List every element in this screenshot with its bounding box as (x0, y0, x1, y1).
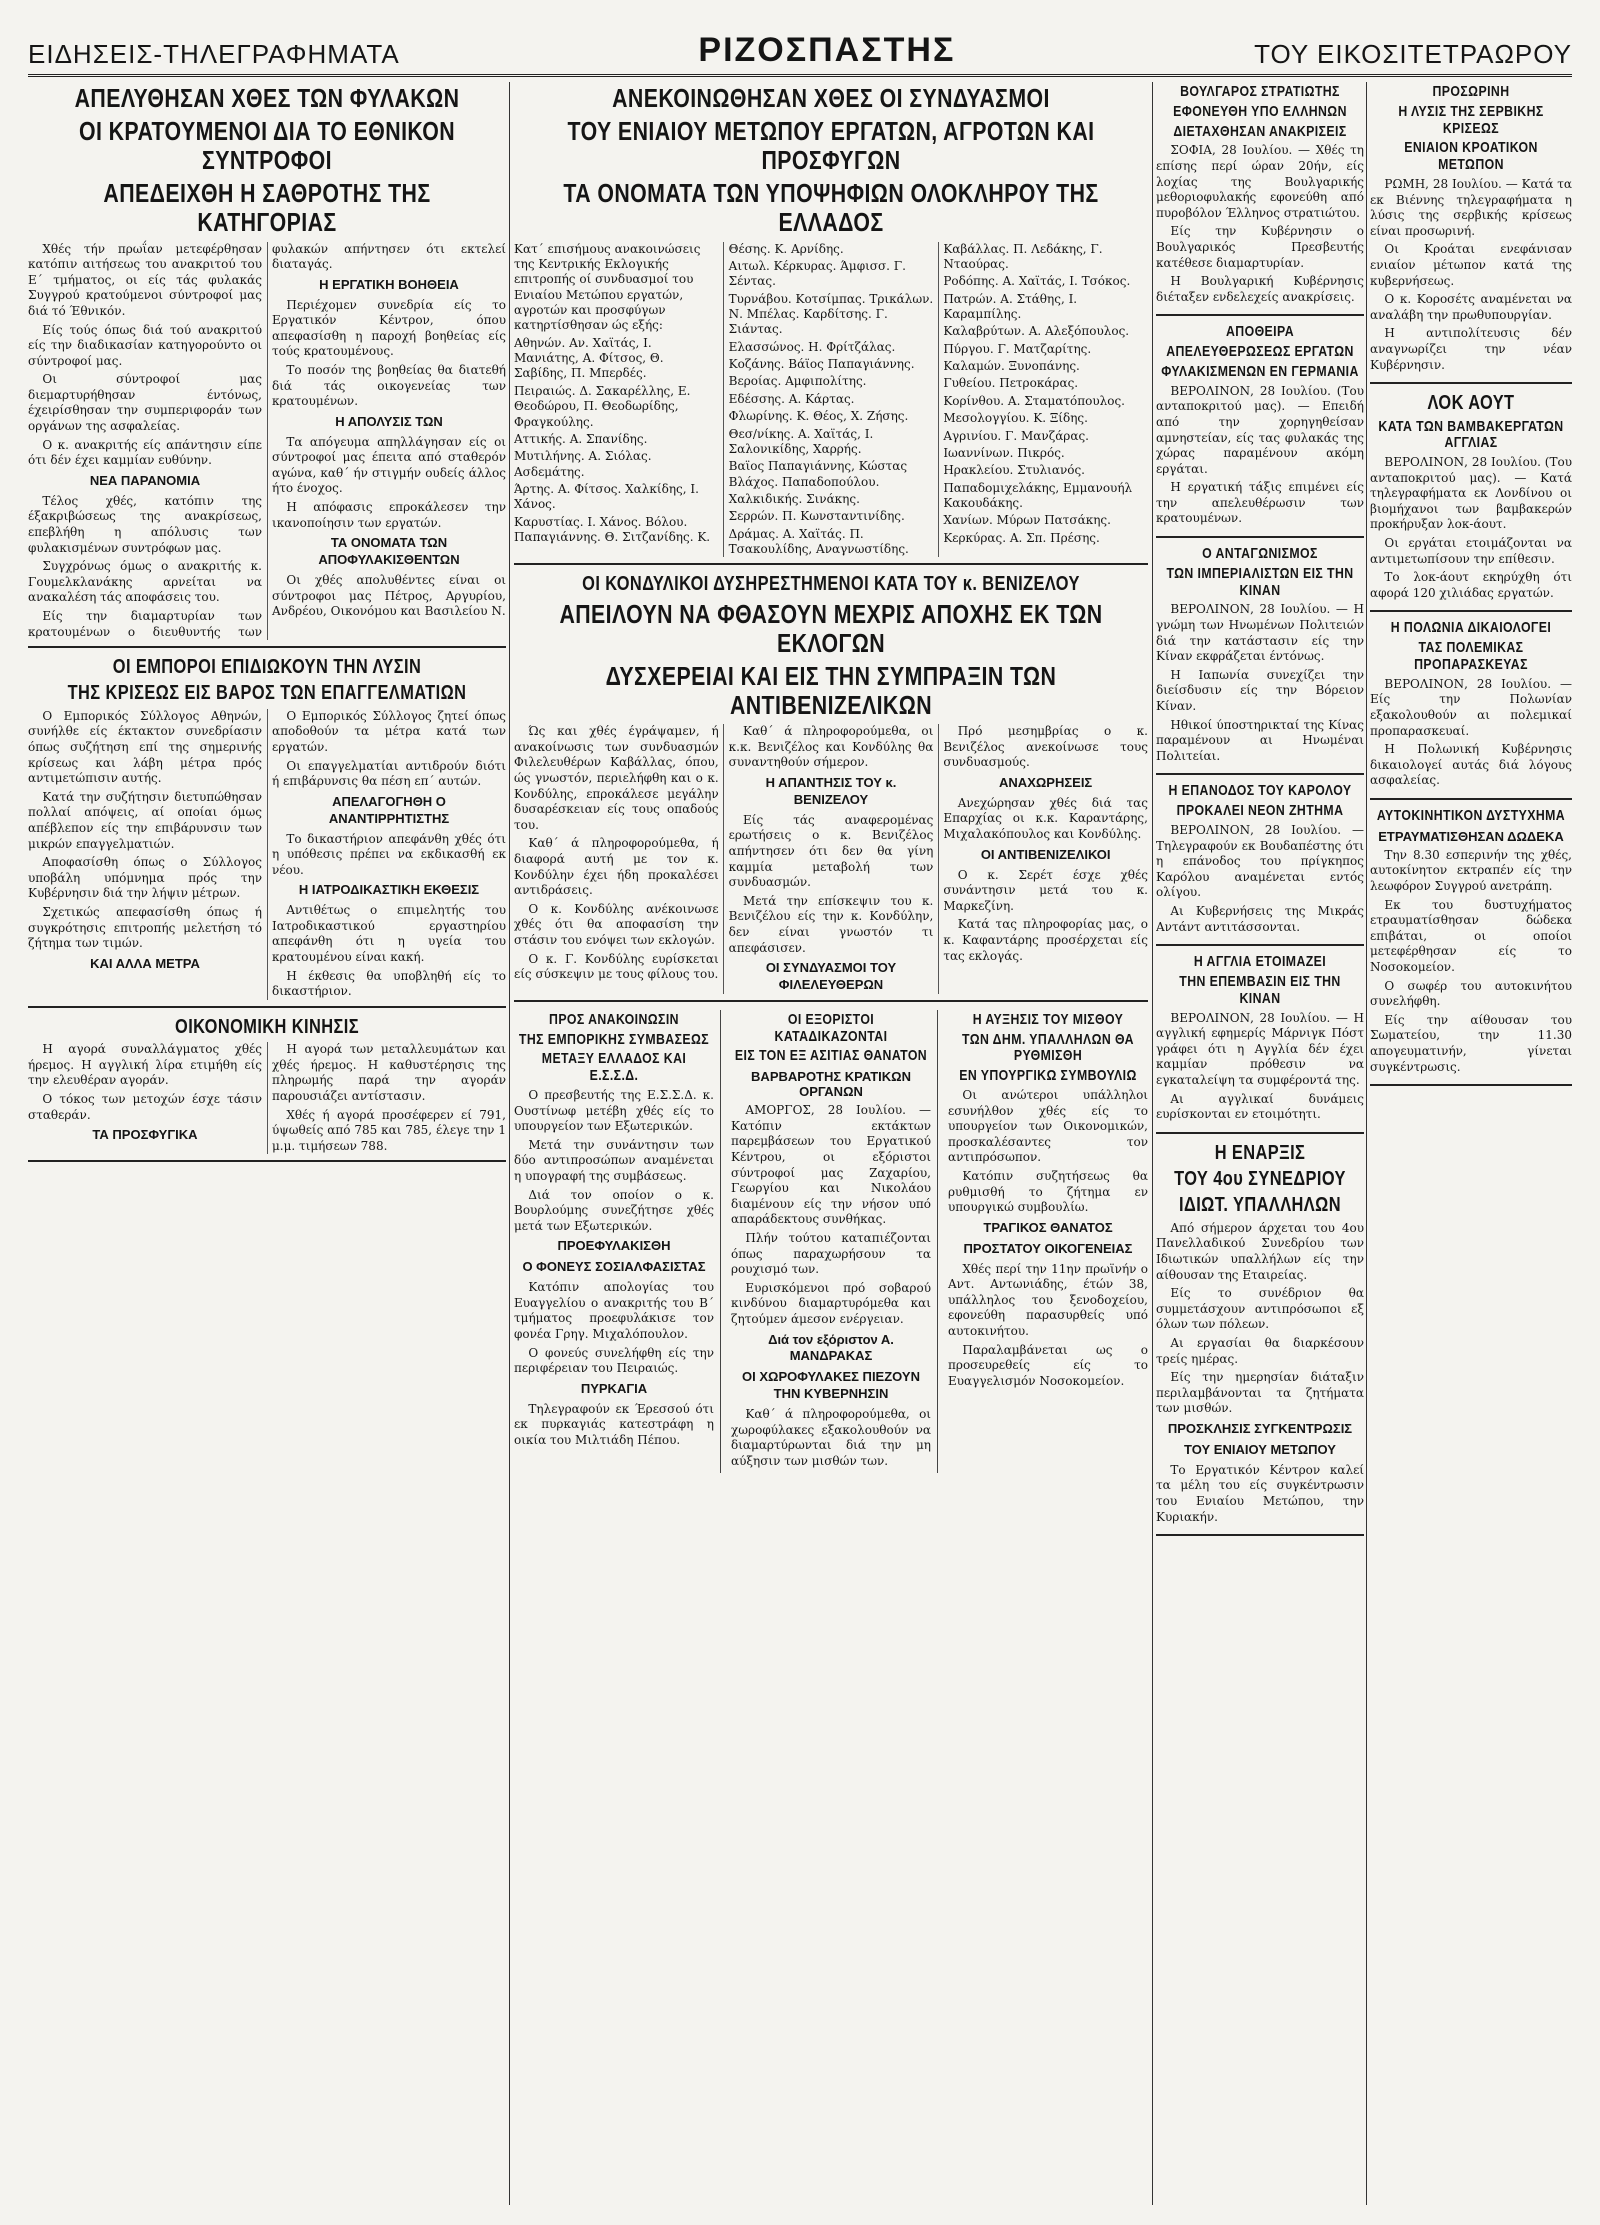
article-exiles (731, 1010, 938, 1473)
paragraph: Η Πολωνική Κυβέρνησις δικαιολογεί αυτάς διά λόγους ασφαλείας. (1370, 742, 1572, 788)
section-label: ΕΙΔΗΣΕΙΣ-ΤΗΛΕΓΡΑΦΗΜΑΤΑ (28, 39, 400, 69)
article-releases (28, 84, 506, 648)
paragraph: Καθ΄ ά πληροφορούμεθα, ή διαφορά αυτή με τον κ. Κονδύλην έχει ήδη προκαλέσει αντιδράσεις. (514, 836, 719, 898)
headline: Η ΕΠΑΝΟΔΟΣ ΤΟΥ ΚΑΡΟΛΟΥ (1168, 782, 1352, 800)
list-item: Γυθείου. Πετροκάρας. (943, 376, 1079, 391)
article-merchants (28, 656, 506, 1008)
headline: ΤΗΝ ΕΠΕΜΒΑΣΙΝ ΕΙΣ ΤΗΝ ΚΙΝΑΝ (1179, 972, 1341, 1007)
article-body (731, 1103, 931, 1469)
paragraph: Το λοκ-άουτ εκηρύχθη ότι αφορά 120 χιλιάδας εργατών. (1370, 570, 1572, 600)
article-body (1370, 677, 1572, 789)
paragraph: ΒΕΡΟΛΙΝΟΝ, 28 Ιουλίου. (Του ανταποκριτού μας). — Επειδή από την χορηγηθείσαν αμνηστείαν, είς τας φυλακάς της χώρας παραμένουν ακόμη εργάται. (1156, 383, 1364, 476)
article-body (1156, 823, 1364, 935)
paragraph: ΒΕΡΟΛΙΝΟΝ, 28 Ιουλίου. — Είς την Πολωνίαν εξακολουθούν αι πολεμικαί προπαρασκευαί. (1370, 676, 1572, 738)
article-body (1156, 384, 1364, 527)
article-car-accident (1370, 808, 1572, 1086)
article-body (1156, 1011, 1364, 1123)
list-item: Ροδόπης. Α. Χαϊτάς, Ι. Τσόκος. (943, 274, 1131, 289)
paragraph: Καθ΄ ά πληροφορούμεθα, οι χωροφύλακες εξακολουθούν να διαμαρτύρωνται διά την μη αύξησιν των μισθών των. (731, 1407, 931, 1468)
headline: ΤΩΝ ΔΗΜ. ΥΠΑΛΛΗΛΩΝ ΘΑ ΡΥΘΜΙΣΘΗ (962, 1030, 1134, 1065)
paragraph: Είς την Κυβέρνησιν ο Βουλγαρικός Πρεσβευτής κατέθεσε διαμαρτυρίαν. (1156, 224, 1364, 270)
paragraph: Πλήν τούτου καταπιέζονται όπως παραχωρήσουν τα ρουχισμό των. (731, 1231, 931, 1277)
paragraph: Ώς και χθές έγράψαμεν, ή ανακοίνωσις των συνδυασμών Φιλελευθέρων Καβάλλας, όπου, ώς γνωστόν, περιελήφθη και ο κ. Κονδύλης, επροκάλεσε μεγάλην δυσαρέσκειαν είς τους οπαδούς του. (514, 724, 719, 832)
article-trade-agreement (514, 1010, 721, 1473)
column-1 (28, 82, 506, 2205)
list-item: Εδέσσης. Α. Κάρτας. (728, 391, 855, 406)
headline: ΟΙ ΕΜΠΟΡΟΙ ΕΠΙΔΙΩΚΟΥΝ ΤΗΝ ΛΥΣΙΝ (112, 656, 422, 679)
paragraph: Από σήμερον άρχεται του 4ου Πανελλαδικού Συνεδρίου των Ιδιωτικών υπαλλήλων είς την αίθουσαν της Εταιρείας. (1156, 1220, 1364, 1282)
headline: ΑΠΕΛΥΘΗΣΑΝ ΧΘΕΣ ΤΩΝ ΦΥΛΑΚΩΝ (74, 83, 460, 113)
list-item: Μυτιλήνης. Α. Σιόλας. Ασδεμάτης. (514, 449, 652, 479)
paragraph: Ευρισκόμενοι πρό σοβαρού κινδύνου διαμαρτυρόμεθα και ζητούμεν άμεσον ενέργειαν. (731, 1280, 931, 1326)
headline: ΑΠΕΛΕΥΘΕΡΩΣΕΩΣ ΕΡΓΑΤΩΝ (1166, 343, 1354, 361)
paragraph: ΣΟΦΙΑ, 28 Ιουλίου. — Χθές τη επίσης περί ώραν 20ήν, είς λοχίας της Βουλγαρικής μεθοριοφυλακής εφονεύθη από πυροβόλον Έλληνος στρατιώτου. (1156, 143, 1364, 220)
paragraph: Μετά την συνάντησιν των δύο αντιπροσώπων αναμένεται η υπογραφή της συμβάσεως. (514, 1137, 714, 1184)
list-item: Μεσολογγίου. Κ. Ξίδης. (943, 411, 1088, 426)
subheading: ΑΠΕΛΑΓΟΓΗΘΗ Ο ΑΝΑΝΤΙΡΡΗΤΙΣΤΗΣ (328, 793, 450, 826)
paragraph: Ο κ. ανακριτής είς απάντησιν είπε ότι δέν έχει καμμίαν ευθύνην. (28, 437, 262, 468)
paragraph: Η απόφασις επροκάλεσεν την ικανοποίησιν των εργατών. (272, 500, 506, 530)
article-germany-workers (1156, 324, 1364, 538)
article-congress (1156, 1142, 1364, 1536)
list-item: Τυρνάβου. Κοτσίμπας. Τρικάλων. Ν. Μπέλας. Καρδίτσης. Γ. Σιάντας. (728, 291, 934, 337)
subheading: ΑΝΑΧΩΡΗΣΕΙΣ (999, 774, 1093, 790)
paragraph: Η αγορά συναλλάγματος χθές ήρεμος. Η αγγλική λίρα ετιμήθη είς την ελευθέραν αγοράν. (28, 1042, 262, 1088)
paragraph: Είς τούς όπως διά τού ανακριτού είς την διαδικασίαν κατηγορούντο οι σύντροφοί μας. (28, 322, 262, 368)
headline: ΤΗΣ ΕΜΠΟΡΙΚΗΣ ΣΥΜΒΑΣΕΩΣ (518, 1030, 710, 1048)
column-rule (1152, 82, 1153, 2205)
paragraph: Ο κ. Γ. Κονδύλης ευρίσκεται είς σύσκεψιν με τους φίλους του. (514, 951, 719, 982)
paragraph: Το ποσόν της βοηθείας θα διατεθή διά τάς οικογενείας των κρατουμένων. (272, 363, 506, 409)
newspaper-title: ΡΙΖΟΣΠΑΣΤΗΣ (698, 31, 956, 69)
masthead (28, 30, 1572, 77)
article-bulgarian-soldier (1156, 84, 1364, 316)
paragraph: Η Ιαπωνία συνεχίζει την διείσδυσιν είς την Βόρειον Κίναν. (1156, 667, 1364, 714)
headline: ΦΥΛΑΚΙΣΜΕΝΩΝ ΕΝ ΓΕΡΜΑΝΙΑ (1161, 362, 1359, 380)
article-body (28, 1042, 506, 1154)
headline: ΑΠΟΘΕΙΡΑ (1226, 323, 1294, 341)
paragraph: Κατά την συζήτησιν διετυπώθησαν πολλαί απόψεις, αί οποίαι όμως απέβλεπον είς την επιβάρυνσιν των μικρών επαγγελματιών. (28, 789, 262, 851)
paragraph: Κατόπιν συζητήσεως θα ρυθμισθή το ζήτημα εν υπουργικώ συμβουλίω. (948, 1169, 1148, 1215)
paragraph: ΒΕΡΟΛΙΝΟΝ, 28 Ιουλίου. (Του ανταποκριτού μας). — Κατά τηλεγραφήματα εκ Λονδίνου οι βιομήχανοι των βαμβακερών προκήρυξαν λοκ-άουτ. (1370, 455, 1572, 532)
paragraph: Ηθικοί ύποστηρικταί της Κίνας παραμένουν αι Ηνωμέναι Πολιτείαι. (1156, 717, 1364, 763)
column-2 (514, 82, 1148, 2205)
headline: ΠΡΟΣ ΑΝΑΚΟΙΝΩΣΙΝ (549, 1010, 679, 1028)
paragraph: Σχετικώς απεφασίσθη όπως ή συγκρότησις επιτροπής μελετήση τό ζήτημα των τιμών. (28, 905, 262, 951)
paragraph: Είς την αίθουσαν του Σωματείου, την 11.30 απογευματινήν, γίνεται συγκέντρωσις. (1370, 1012, 1572, 1074)
article-candidates (514, 84, 1148, 565)
headline: ΤΑ ΟΝΟΜΑΤΑ ΤΩΝ ΥΠΟΨΗΦΙΩΝ ΟΛΟΚΛΗΡΟΥ ΤΗΣ ΕΛΛΑΔΟΣ (563, 178, 1099, 238)
list-item: Κατ΄ επισήμους ανακοινώσεις της Κεντρικής Εκλογικής επιτροπής οί συνδυασμοί του Ενιαίου Μετώπου εργατών, αγροτών και προσφύγων κατηρτίσθησαν ώς εξής: (514, 241, 701, 333)
subheading: ΠΡΟΣΤΑΤΟΥ ΟΙΚΟΓΕΝΕΙΑΣ (963, 1240, 1133, 1256)
headline: ΤΗΣ ΚΡΙΣΕΩΣ ΕΙΣ ΒΑΡΟΣ ΤΩΝ ΕΠΑΓΓΕΛΜΑΤΙΩΝ (67, 682, 467, 705)
headline: ΑΠΕΙΛΟΥΝ ΝΑ ΦΘΑΣΟΥΝ ΜΕΧΡΙΣ ΑΠΟΧΗΣ ΕΚ ΤΩΝ ΕΚΛΟΓΩΝ (559, 598, 1103, 658)
paragraph: Ο σωφέρ του αυτοκινήτου συνελήφθη. (1370, 978, 1572, 1009)
paragraph: Οι χθές απολυθέντες είναι οι σύντροφοι μας Πέτρος, Αργυρίου, Ανδρέου, Οικονόμου και Βασιλείου Ν. (272, 573, 506, 619)
article-body (28, 709, 506, 1000)
headline: ΔΥΣΧΕΡΕΙΑΙ ΚΑΙ ΕΙΣ ΤΗΝ ΣΥΜΠΡΑΞΙΝ ΤΩΝ ΑΝΤΙΒΕΝΙΖΕΛΙΚΩΝ (605, 660, 1057, 721)
article-kondylikoi (514, 573, 1148, 1002)
article-body (514, 1088, 714, 1448)
article-economy (28, 1016, 506, 1163)
list-item: Αγρινίου. Γ. Μανζάρας. (943, 428, 1089, 443)
list-item: Καλαμών. Ξυνοπάνης. (943, 359, 1080, 374)
paragraph: Ο κ. Κοροσέτς αναμένεται να αναλάβη την πρωθυπουργίαν. (1370, 292, 1572, 322)
section-label-right: ΤΟΥ ΕΙΚΟΣΙΤΕΤΡΑΩΡΟΥ (1254, 39, 1572, 69)
lower-row (514, 1010, 1148, 1473)
headline: Η ΛΥΣΙΣ ΤΗΣ ΣΕΡΒΙΚΗΣ ΚΡΙΣΕΩΣ (1398, 102, 1544, 137)
article-body (948, 1088, 1148, 1389)
paragraph: Συγχρόνως όμως ο ανακριτής κ. Γουμελκλανάκης αρνείται να ανακαλέση τάς αποφάσεις του. (28, 559, 262, 605)
article-england-china (1156, 954, 1364, 1134)
headline: ΠΡΟΚΑΛΕΙ ΝΕΟΝ ΖΗΤΗΜΑ (1176, 802, 1344, 820)
list-item: Φλωρίνης. Κ. Θέος, Χ. Ζήσης. (728, 409, 909, 424)
paragraph: Χθές τήν πρωΐαν μετεφέρθησαν κατόπιν αιτήσεως του ανακριτού του Ε΄ τμήματος, οι είς τάς φυλακάς Συγγρού κρατούμενοι σύντροφοί μας διά τό Έθνικόν. (28, 241, 262, 318)
paragraph: Η αγορά των μεταλλευμάτων και χθές ήρεμος. Η καθυστέρησις της πληρωμής παρά την αγοράν παρουσιάζει αντίστασιν. (272, 1042, 506, 1104)
list-item: Παπαδομιχελάκης, Εμμανουήλ Κακουδάκης. (943, 480, 1133, 510)
headline: Η ΕΝΑΡΞΙΣ (1214, 1141, 1306, 1164)
paragraph: Την 8.30 εσπερινήν της χθές, αυτοκίνητον εκτραπέν είς την λεωφόρον Συγγρού ανετράπη. (1370, 847, 1572, 893)
subheading: ΟΙ ΣΥΝΔΥΑΣΜΟΙ ΤΟΥ ΦΙΛΕΛΕΥΘΕΡΩΝ (765, 960, 897, 992)
article-body (1370, 455, 1572, 601)
subheading: ΠΡΟΕΦΥΛΑΚΙΣΘΗ (557, 1238, 671, 1254)
list-item: Αθηνών. Αν. Χαϊτάς, Ι. Μανιάτης, Α. Φίτσος, Θ. Σαβίδης, Π. Μπερδές. (514, 335, 664, 381)
list-item: Βαϊος Παπαγιάννης, Κώστας Βλάχος. Παπαδοπούλου. (728, 459, 908, 489)
column-4 (1370, 82, 1572, 2205)
list-item: Ελασσώνος. Η. Φρίτζάλας. (728, 339, 896, 354)
list-item: Βεροίας. Αμφιπολίτης. (728, 374, 867, 389)
subheading: ΚΑΙ ΑΛΛΑ ΜΕΤΡΑ (90, 955, 200, 971)
paragraph: Ο τόκος των μετοχών έσχε τάσιν σταθεράν. (28, 1092, 262, 1122)
headline: ΑΠΕΔΕΙΧΘΗ Η ΣΑΘΡΟΤΗΣ ΤΗΣ ΚΑΤΗΓΟΡΙΑΣ (103, 178, 431, 238)
headline: ΚΑΤΑ ΤΩΝ ΒΑΜΒΑΚΕΡΓΑΤΩΝ ΑΓΓΛΙΑΣ (1378, 417, 1564, 452)
article-body (1156, 143, 1364, 305)
list-item: Ιωαννίνων. Πικρός. (943, 445, 1065, 460)
paragraph: Τέλος χθές, κατόπιν της έξακριβώσεως της ανακρίσεως, επεβλήθη η απόλυσις των φυλακισμένων συντρόφων μας. (28, 493, 262, 555)
subheading: ΠΥΡΚΑΓΙΑ (580, 1380, 648, 1396)
list-item: Θεσ/νίκης. Α. Χαϊτάς, Ι. Σαλονικίδης, Χαρρής. (728, 426, 874, 456)
headline: Η ΑΥΞΗΣΙΣ ΤΟΥ ΜΙΣΘΟΥ (972, 1010, 1124, 1028)
paragraph: Οι σύντροφοί μας διεμαρτυρήθησαν έντόνως, έχειρίσθησαν την συμπεριφοράν των οργάνων της ασφαλείας. (28, 372, 262, 434)
list-item: Σερρών. Π. Κωνσταντινίδης. (728, 509, 905, 524)
subheading: Η ΙΑΤΡΟΔΙΚΑΣΤΙΚΗ ΕΚΘΕΣΙΣ (298, 882, 480, 898)
subheading: Η ΕΡΓΑΤΙΚΗ ΒΟΗΘΕΙΑ (319, 276, 459, 292)
subheading: ΤΡΑΓΙΚΟΣ ΘΑΝΑΤΟΣ (983, 1219, 1113, 1235)
paragraph: Οι εργάται ετοιμάζονται να αντιμετωπίσουν την επίθεσιν. (1370, 536, 1572, 566)
list-item: Καβάλλας. Π. Λεδάκης, Γ. Νταούρας. (943, 241, 1103, 271)
list-item: Καρυστίας. Ι. Χάνος. Βόλου. Παπαγιάννης. Θ. Σιτζανίδης. Κ. Θέσης. Κ. Αρνίδης. (514, 241, 844, 545)
list-item: Χανίων. Μύρων Πατσάκης. (943, 513, 1111, 528)
headline: ΕΝΙΑΙΟΝ ΚΡΟΑΤΙΚΟΝ ΜΕΤΩΠΟΝ (1404, 139, 1538, 174)
headline: ΤΑΣ ΠΟΛΕΜΙΚΑΣ ΠΡΟΠΑΡΑΣΚΕΥΑΣ (1414, 639, 1528, 674)
paragraph: Το Εργατικόν Κέντρον καλεί τα μέλη του είς συγκέντρωσιν του Ενιαίου Μετώπου, την Κυριακήν. (1156, 1462, 1364, 1524)
column-rule (509, 82, 510, 2205)
headline: ΒΟΥΛΓΑΡΟΣ ΣΤΡΑΤΙΩΤΗΣ (1180, 83, 1340, 100)
subheading: ΟΙ ΑΝΤΙΒΕΝΙΖΕΛΙΚΟΙ (980, 846, 1111, 862)
candidate-list (514, 242, 1148, 558)
paragraph: Ο Εμπορικός Σύλλογος ζητεί όπως αποδοθούν τα μέτρα κατά των εργατών. (272, 708, 506, 755)
paragraph: ΒΕΡΟΛΙΝΟΝ, 28 Ιουλίου. — Η γνώμη των Ηνωμένων Πολιτειών διά την κατάστασιν είς την Κίναν εκφράζεται έντόνως. (1156, 602, 1364, 664)
list-item: Δράμας. Α. Χαϊτάς. Π. Τσακουλίδης, Αναγνωστίδης. (728, 526, 909, 557)
paragraph: Κατά τας πληροφορίας μας, ο κ. Καφαντάρης προσέρχεται είς τας εκλογάς. (943, 917, 1148, 963)
list-item: Πειραιώς. Δ. Σακαρέλλης, Ε. Θεοδώρου, Π. Θεοδωρίδης, Φραγκούλης. (514, 383, 691, 429)
paragraph: Ο κ. Σερέτ έσχε χθές συνάντησιν μετά του κ. Μαρκεζίνη. (943, 867, 1148, 913)
headline: ΑΝΕΚΟΙΝΩΘΗΣΑΝ ΧΘΕΣ ΟΙ ΣΥΝΔΥΑΣΜΟΙ (612, 83, 1050, 113)
list-item: Ηρακλείου. Στυλιανός. (943, 463, 1085, 478)
paragraph: Περιέχομεν συνεδρία είς το Εργατικόν Κέντρον, όπου απεφασίσθη η παροχή βοηθείας είς τούς κρατουμένους. (272, 297, 506, 359)
paragraph: Είς το συνέδριον θα συμμετάσχουν αντιπρόσωποι εξ όλων των πόλεων. (1156, 1286, 1364, 1332)
paragraph: Είς την διαμαρτυρίαν των κρατουμένων ο διευθυντής των φυλακών απήντησεν ότι εκτελεί διαταγάς. (28, 241, 506, 639)
list-item: Χαλκιδικής. Σινάκης. (728, 491, 860, 506)
paragraph: Χθές ή αγορά προσέφερεν εί 791, ύψωθείς από 785 και 785, έλεγε την 1 μ.μ. τιμήσεων 788. (272, 1107, 506, 1153)
subheading: ΝΕΑ ΠΑΡΑΝΟΜΙΑ (89, 472, 201, 488)
article-karolos (1156, 783, 1364, 946)
paragraph: ΑΜΟΡΓΟΣ, 28 Ιουλίου. — Κατόπιν εκτάκτων παρεμβάσεων του Εργατικού Κέντρου, οι εξόριστοι σύντροφοί μας Ζαχαρίου, Γεωργίου και Νικολάου διαμένουν είς την νήσον υπό απαράδεκτους συνθήκας. (731, 1103, 931, 1227)
paragraph: Μετά την επίσκεψιν του κ. Βενιζέλου είς την κ. Κονδύλην, δεν είναι γνωστόν τι απεφάσισεν. (728, 893, 934, 955)
subheading: ΤΑ ΟΝΟΜΑΤΑ ΤΩΝ ΑΠΟΦΥΛΑΚΙΣΘΕΝΤΩΝ (318, 535, 460, 568)
column-rule (1366, 82, 1367, 2205)
paragraph: Αι αγγλικαί δυνάμεις ευρίσκονται εν ετοιμότητι. (1156, 1091, 1364, 1122)
article-salary (948, 1010, 1148, 1473)
subheading: ΤΟΥ ΕΝΙΑΙΟΥ ΜΕΤΩΠΟΥ (1184, 1441, 1336, 1457)
paragraph: Η αντιπολίτευσις δέν αναγνωρίζει την νέαν Κυβέρνησιν. (1370, 326, 1572, 372)
headline: ΤΟΥ ΕΝΙΑΙΟΥ ΜΕΤΩΠΟΥ ΕΡΓΑΤΩΝ, ΑΓΡΟΤΩΝ ΚΑΙ ΠΡΟΣΦΥΓΩΝ (567, 116, 1095, 176)
list-item: Αττικής. Α. Σπανίδης. (514, 431, 648, 446)
paragraph: Πρό μεσημβρίας ο κ. Βενιζέλος ανεκοίνωσε τους συνδυασμούς. (943, 724, 1148, 770)
article-body (28, 242, 506, 641)
paragraph: Αντιθέτως ο επιμελητής του Ιατροδικαστικού εργαστηρίου απεφάνθη ότι η υγεία του κρατουμένου είναι κακή. (272, 903, 506, 965)
subheading: ΟΙ ΧΩΡΟΦΥΛΑΚΕΣ ΠΙΕΖΟΥΝ ΤΗΝ ΚΥΒΕΡΝΗΣΙΝ (742, 1369, 920, 1402)
article-lockout (1370, 392, 1572, 612)
paragraph: Είς την ημερησίαν διάταξιν περιλαμβάνονται τα ζητήματα των μισθών. (1156, 1370, 1364, 1416)
article-china-rivalry (1156, 546, 1364, 775)
list-item: Καλαβρύτων. Α. Αλεξόπουλος. (943, 324, 1130, 339)
paragraph: Ο φονεύς συνελήφθη είς την περιφέρειαν του Πειραιώς. (514, 1345, 714, 1376)
article-body (514, 724, 1148, 994)
list-item: Άρτης. Α. Φίτσος. Χαλκίδης, Ι. Χάνος. (514, 481, 699, 512)
headline: ΕΝ ΥΠΟΥΡΓΙΚΩ ΣΥΜΒΟΥΛΙΩ (959, 1067, 1137, 1085)
headline: ΟΙ ΕΞΟΡΙΣΤΟΙ ΚΑΤΑΔΙΚΑΖΟΝΤΑΙ (774, 1010, 888, 1045)
paragraph: ΒΕΡΟΛΙΝΟΝ, 28 Ιουλίου. — Η αγγλική εφημερίς Μάρνιγκ Πόστ γράφει ότι η Αγγλία δέν έχει καμμίαν πρόθεσιν να εγκαταλείψη τα συμφέροντά της. (1156, 1010, 1364, 1087)
article-body (1370, 177, 1572, 373)
article-body (1156, 1221, 1364, 1525)
subheading: ΕΤΡΑΥΜΑΤΙΣΘΗΣΑΝ ΔΩΔΕΚΑ (1378, 828, 1564, 844)
paragraph: ΡΩΜΗ, 28 Ιουλίου. — Κατά τα εκ Βιέννης τηλεγραφήματα η λύσις της σερβικής κρίσεως είναι προσωρινή. (1370, 176, 1572, 238)
paragraph: ΒΕΡΟΛΙΝΟΝ, 28 Ιουλίου. — Τηλεγραφούν εκ Βουδαπέστης ότι η επάνοδος του πρίγκηπος Καρόλου αναμένεται εντός ολίγου. (1156, 822, 1364, 900)
subheading: ΤΑ ΠΡΟΣΦΥΓΙΚΑ (92, 1127, 198, 1143)
headline: ΔΙΕΤΑΧΘΗΣΑΝ ΑΝΑΚΡΙΣΕΙΣ (1173, 122, 1347, 140)
headline: ΤΟΥ 4ου ΣΥΝΕΔΡΙΟΥ (1174, 1168, 1346, 1191)
list-item: Κοζάνης. Βάϊος Παπαγιάννης. (728, 357, 915, 372)
headline: ΕΦΟΝΕΥΘΗ ΥΠΟ ΕΛΛΗΝΩΝ (1173, 102, 1347, 120)
article-serbian-crisis (1370, 84, 1572, 384)
paragraph: Οι επαγγελματίαι αντιδρούν διότι ή επιβάρυνσις θα πέση επ΄ αυτών. (272, 758, 506, 789)
list-item: Αιτωλ. Κέρκυρας. Άμφισσ. Γ. Σέντας. (728, 258, 906, 289)
paragraph: Τα απόγευμα απηλλάγησαν είς οι σύντροφοί μας έπειτα από σταθερόν αγώνα, καθ΄ ήν στιγμήν ουδείς άλλος ήτο ένοχος. (272, 434, 506, 496)
paragraph: Εκ του δυστυχήματος ετραυματίσθησαν δώδεκα επιβάται, οι οποίοι μετεφέρθησαν είς το Νοσοκομείον. (1370, 897, 1572, 974)
headline: Η ΑΓΓΛΙΑ ΕΤΟΙΜΑΖΕΙ (1193, 953, 1327, 971)
headline: ΙΔΙΩΤ. ΥΠΑΛΛΗΛΩΝ (1179, 1194, 1341, 1217)
list-item: Πύργου. Γ. Ματζαρίτης. (943, 341, 1092, 356)
list-item: Πατρών. Α. Στάθης, Ι. Καραμπίλης. (943, 291, 1078, 321)
article-body (1156, 602, 1364, 764)
paragraph: Καθ΄ ά πληροφορούμεθα, οι κ.κ. Βενιζέλος και Κονδύλης θα συναντηθούν σήμερον. (728, 724, 934, 770)
subheading: Η ΑΠΟΛΥΣΙΣ ΤΩΝ (335, 413, 443, 429)
paragraph: Η έκθεσις θα υποβληθή είς το δικαστήριον. (272, 968, 506, 999)
headline: ΕΙΣ ΤΟΝ ΕΞ ΑΣΙΤΙΑΣ ΘΑΝΑΤΟΝ (734, 1047, 928, 1065)
paragraph: Ο πρεσβευτής της Ε.Σ.Σ.Δ. κ. Ουστίνωφ μετέβη χθές είς το υπουργείον των Εξωτερικών. (514, 1088, 714, 1134)
signature: Διά τον εξόριστον Α. ΜΑΝΔΡΑΚΑΣ (768, 1331, 894, 1364)
headline: ΟΙ ΚΡΑΤΟΥΜΕΝΟΙ ΔΙΑ ΤΟ ΕΘΝΙΚΟΝ ΣΥΝΤΡΟΦΟΙ (78, 116, 456, 176)
headline: ΑΥΤΟΚΙΝΗΤΙΚΟΝ ΔΥΣΤΥΧΗΜΑ (1376, 806, 1566, 824)
subheading: ΒΑΡΒΑΡΟΤΗΣ ΚΡΑΤΙΚΩΝ ΟΡΓΑΝΩΝ (751, 1069, 911, 1100)
article-poland (1370, 620, 1572, 800)
headline: ΤΩΝ ΙΜΠΕΡΙΑΛΙΣΤΩΝ ΕΙΣ ΤΗΝ ΚΙΝΑΝ (1166, 564, 1354, 599)
paragraph: Διά τον οποίον ο κ. Βουρλούμης συνεζήτησε χθές μετά των Εξωτερικών. (514, 1187, 714, 1233)
article-body (1370, 848, 1572, 1075)
subheading: Η ΑΠΑΝΤΗΣΙΣ ΤΟΥ κ. ΒΕΝΙΖΕΛΟΥ (765, 774, 897, 807)
headline: ΜΕΤΑΞΥ ΕΛΛΑΔΟΣ ΚΑΙ Ε.Σ.Σ.Δ. (541, 1050, 687, 1085)
paragraph: Ανεχώρησαν χθές διά τας Επαρχίας οι κ.κ. Καραντάρης, Μιχαλακόπουλος και Κονδύλης. (943, 795, 1148, 842)
headline: ΟΙΚΟΝΟΜΙΚΗ ΚΙΝΗΣΙΣ (175, 1015, 359, 1038)
paragraph: Κατόπιν απολογίας του Ευαγγελίου ο ανακριτής του Β΄ τμήματος προεφυλάκισε τον φονέα Γρηγ. Μιχαλόπουλον. (514, 1280, 714, 1341)
paragraph: Αι εργασίαι θα διαρκέσουν τρείς ημέρας. (1156, 1336, 1364, 1366)
list-item: Κορίνθου. Α. Σταματόπουλος. (943, 393, 1125, 408)
paragraph: Χθές περί την 11ην πρωϊνήν ο Αντ. Αντωνιάδης, έτών 38, υπάλληλος του ξενοδοχείου, εφονεύθη παρασυρθείς υπό αυτοκινήτου. (948, 1261, 1148, 1338)
list-item: Κερκύρας. Α. Σπ. Πρέσης. (943, 530, 1100, 545)
paragraph: Οι Κροάται ενεφάνισαν ενιαίον μέτωπον κατά της κυβερνήσεως. (1370, 242, 1572, 288)
paragraph: Η Βουλγαρική Κυβέρνησις διέταξεν ενδελεχείς ανακρίσεις. (1156, 274, 1364, 304)
headline: ΠΡΟΣΩΡΙΝΗ (1432, 83, 1510, 100)
paragraph: Είς τάς αναφερομένας ερωτήσεις ο κ. Βενιζέλος απήντησεν ότι δεν θα γίνη καμμία μεταβολή των συνδυασμών. (728, 812, 934, 890)
paragraph: Ο Εμπορικός Σύλλογος Αθηνών, συνήλθε είς έκτακτον συνεδρίασιν όπως συζήτηση επί της σημερινής κρίσεως και λάβη μέτρα πρός αντιμετώπισιν αυτής. (28, 708, 262, 786)
subheading: ΠΡΟΣΚΛΗΣΙΣ ΣΥΓΚΕΝΤΡΩΣΙΣ (1167, 1420, 1353, 1436)
paragraph: Αι Κυβερνήσεις της Μικράς Αντάντ αντιτάσσονται. (1156, 903, 1364, 934)
paragraph: Παραλαμβάνεται ως ο προσευρεθείς είς το Ευαγγελισμόν Νοσοκομείον. (948, 1342, 1148, 1388)
paragraph: Το δικαστήριον απεφάνθη χθές ότι η υπόθεσις πρέπει να εκδικασθή εκ νέου. (272, 831, 506, 877)
paragraph: Τηλεγραφούν εκ Έρεσσού ότι εκ πυρκαγιάς κατεστράφη η οικία του Μιλτιάδη Πέπου. (514, 1401, 714, 1447)
paragraph: Η εργατική τάξις επιμένει είς την απελευθέρωσιν των κρατουμένων. (1156, 480, 1364, 526)
headline: Ο ΑΝΤΑΓΩΝΙΣΜΟΣ (1202, 545, 1318, 563)
headline: Η ΠΟΛΩΝΙΑ ΔΙΚΑΙΟΛΟΓΕΙ (1390, 619, 1552, 637)
headline: ΛΟΚ ΑΟΥΤ (1427, 392, 1515, 415)
paragraph: Οι ανώτεροι υπάλληλοι εσυνήλθον χθές είς το υπουργείον των Οικονομικών, προσκαλέσαντες τον αντιπρόσωπον. (948, 1088, 1148, 1165)
headline: ΟΙ ΚΟΝΔΥΛΙΚΟΙ ΔΥΣΗΡΕΣΤΗΜΕΝΟΙ ΚΑΤΑ ΤΟΥ κ. ΒΕΝΙΖΕΛΟΥ (582, 573, 1080, 596)
paragraph: Ο κ. Κονδύλης ανέκοινωσε χθές ότι θα αποφασίση την στάσιν του ενόψει των εκλογών. (514, 901, 719, 947)
column-3 (1156, 82, 1364, 2205)
subheading: Ο ΦΟΝΕΥΣ ΣΟΣΙΑΛΦΑΣΙΣΤΑΣ (522, 1259, 706, 1275)
paragraph: Αποφασίσθη όπως ο Σύλλογος υποβάλη υπόμνημα πρός την Κυβέρνησιν διά την λήψιν μέτρων. (28, 855, 262, 901)
